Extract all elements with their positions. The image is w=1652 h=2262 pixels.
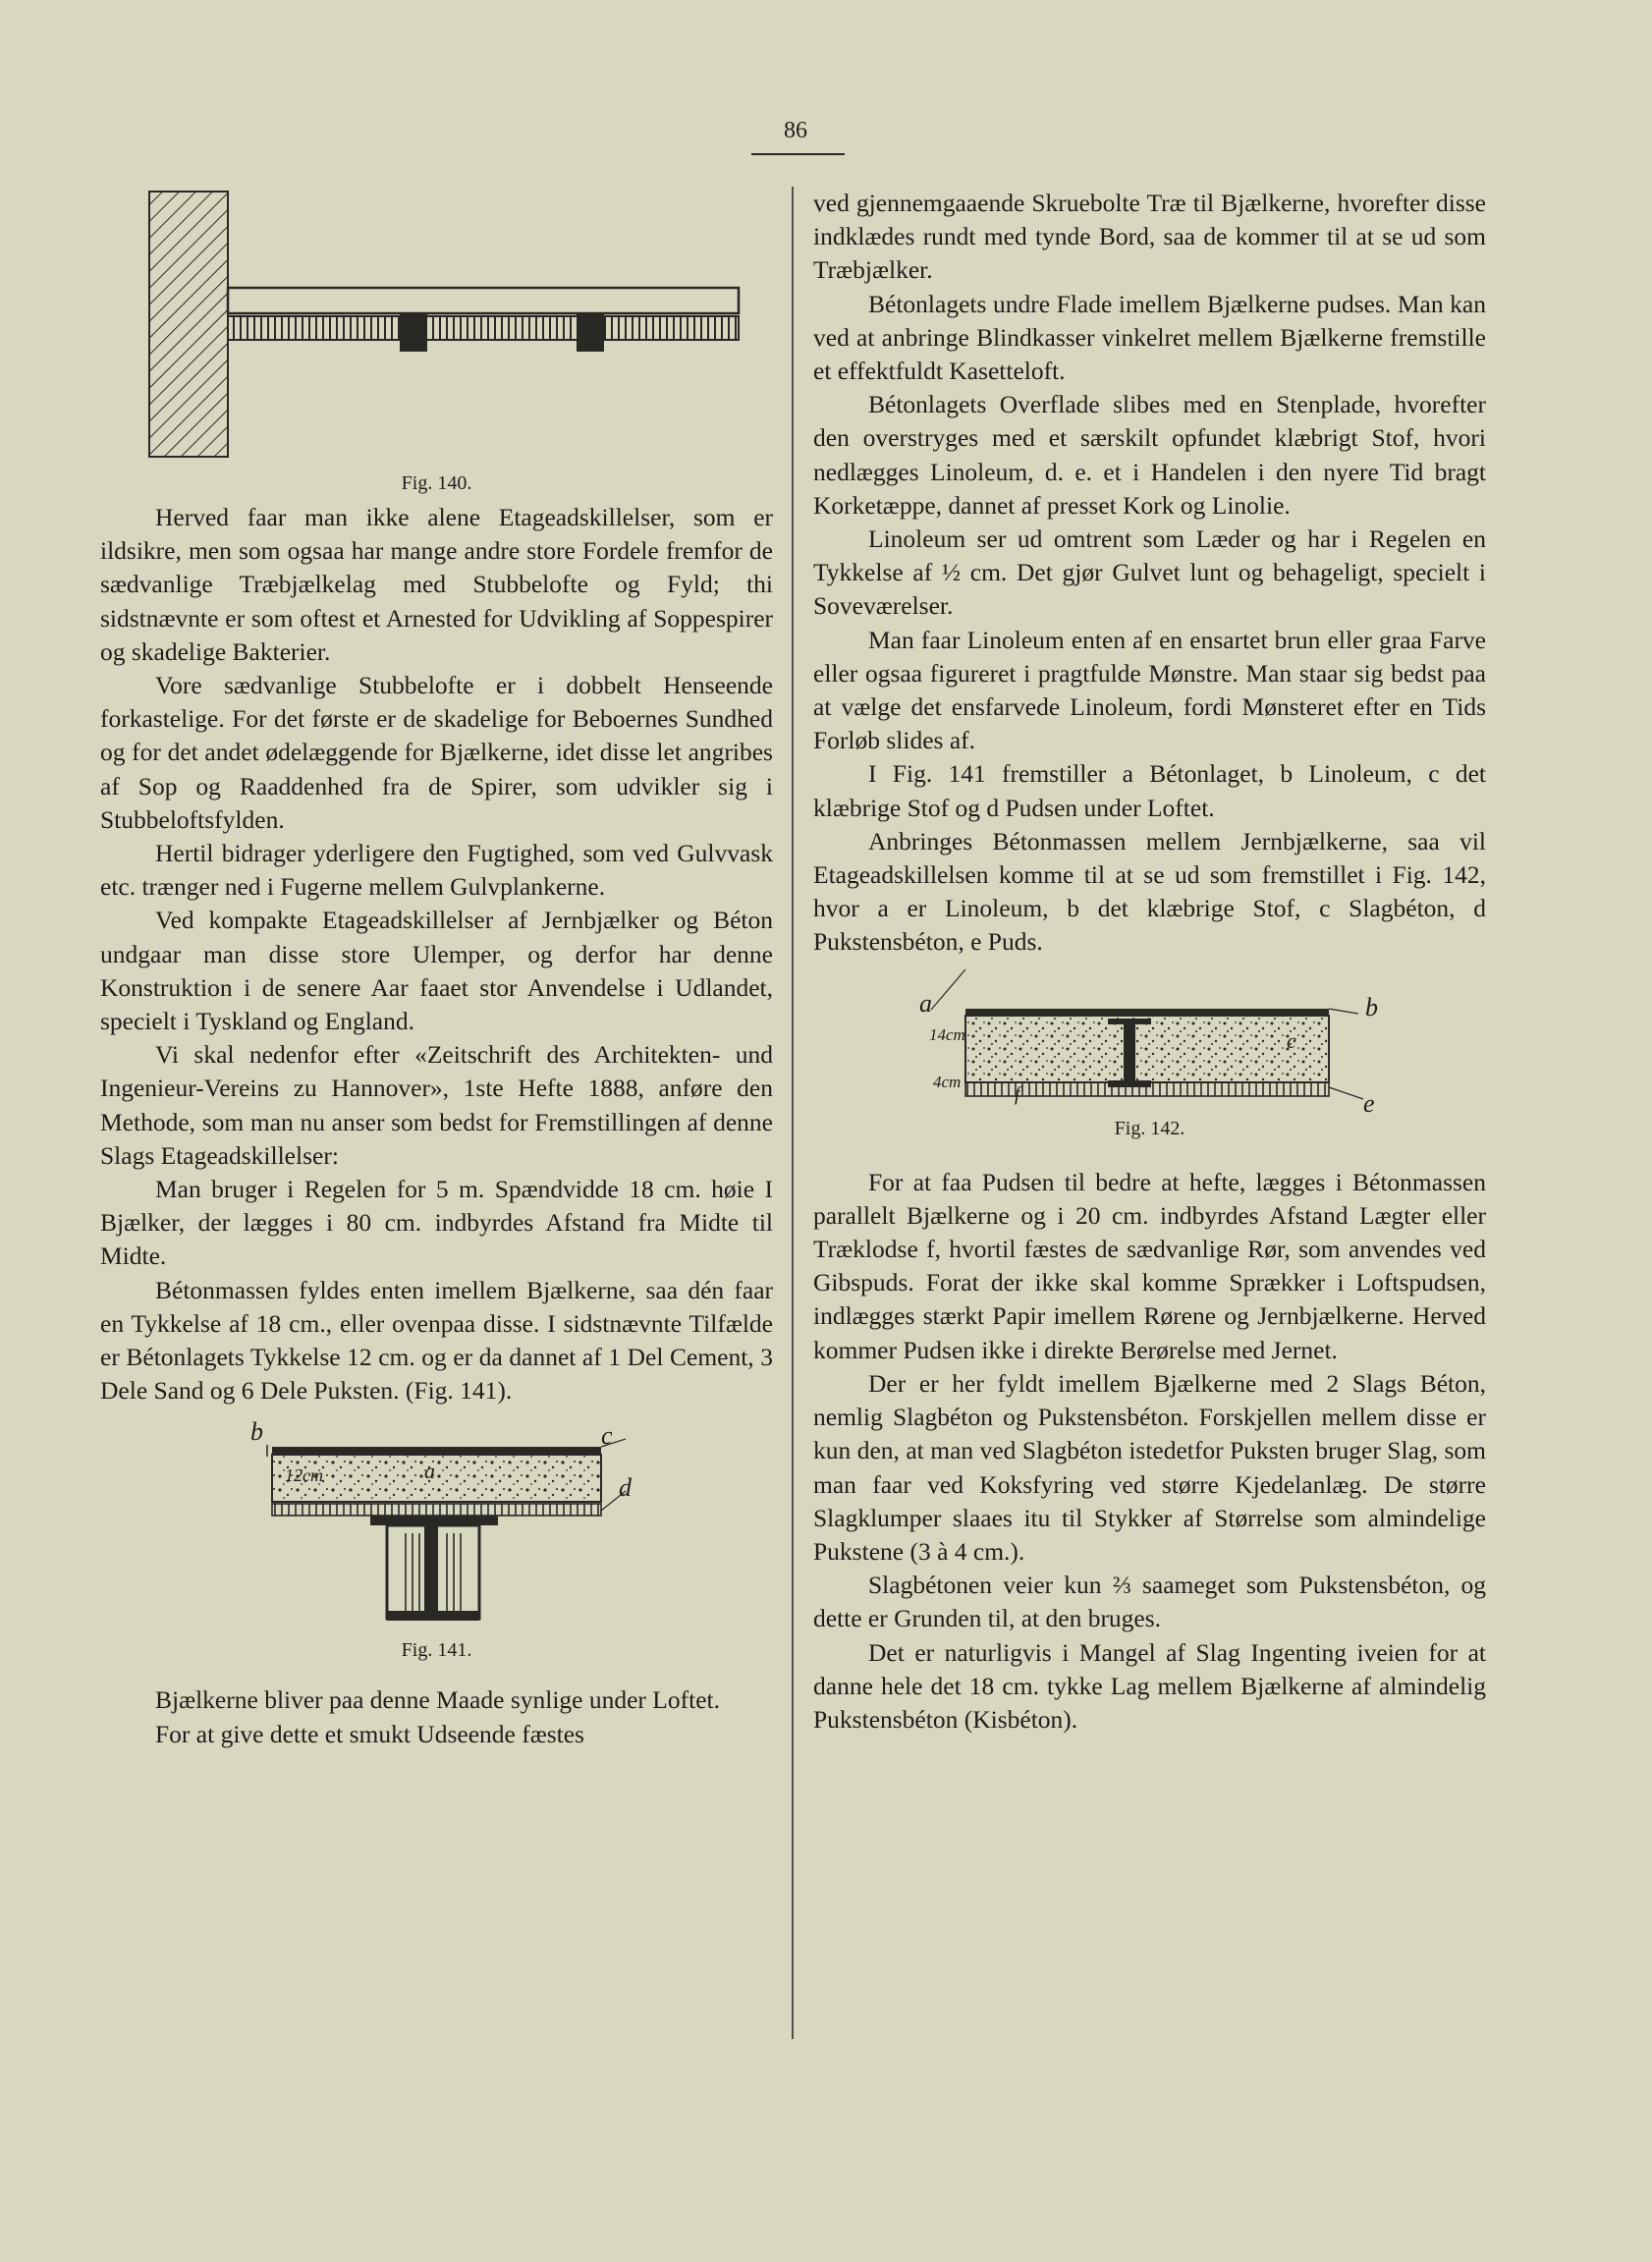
fig140-drawing [100,187,773,471]
paragraph: Anbringes Bétonmassen mellem Jernbjælkerne, saa vil Etageadskillelsen komme til at se ud som fremstillet i Fig. 142, hvor a er Linoleum, b det klæbrige Stof, c Slagbéton, d Pukstensbéton, e Puds. [813,826,1486,957]
fig140-caption: Fig. 140. [401,472,472,494]
fig141-dimension: 12cm [285,1465,323,1486]
fig142-label-e: e [1363,1088,1375,1118]
fig141-drawing [100,1417,773,1638]
paragraph: Vi skal nedenfor efter «Zeitschrift des Architekten- und Ingenieur-Vereins zu Hannover», 1ste Hefte 1888, anføre den Methode, som man nu anser som bedst for Fremstillingen af denne Slags Etageadskillelser: [100,1040,773,1170]
fig142-drawing [813,969,1486,1117]
paragraph: For at give dette et smukt Udseende fæstes [155,1719,584,1748]
fig142-dimension-4: 4cm [933,1072,962,1091]
fig142-dimension-14: 14cm [929,1024,965,1044]
fig141-label-a: a [424,1459,435,1484]
fig142-label-a: a [919,988,932,1018]
figure-141 [100,1417,773,1668]
paragraph: I Fig. 141 fremstiller a Bétonlaget, b Linoleum, c det klæbrige Stof og d Pudsen under Loftet. [813,759,1486,822]
column-divider [792,187,794,2039]
fig141-label-c: c [601,1421,613,1451]
figure-140 [100,187,773,501]
paragraph: Linoleum ser ud omtrent som Læder og har i Regelen en Tykkelse af ½ cm. Det gjør Gulvet lunt og behageligt, specielt i Soveværelser. [813,524,1486,621]
paragraph: Hertil bidrager yderligere den Fugtighed, som ved Gulvvask etc. trænger ned i Fugerne mellem Gulvplankerne. [100,839,773,902]
fig141-label-b: b [250,1417,263,1447]
paragraph: Herved faar man ikke alene Etageadskillelser, som er ildsikre, men som ogsaa har mange andre store Fordele fremfor de sædvanlige Træbjælkelag med Stubbelofte og Fyld; thi sidstnævnte er som oftest et Arnested for Udvikling af Soppespirer og skadelige Bakterier. [100,503,773,666]
fig142-label-f: f [1015,1082,1020,1105]
paragraph: Ved kompakte Etageadskillelser af Jernbjælker og Béton undgaar man disse store Ulemper, og derfor har denne Konstruktion i de senere Aar faaet stor Anvendelse i Udlandet, specielt i Tyskland og England. [100,906,773,1036]
page-number: 86 [784,118,807,143]
paragraph: Bétonlagets undre Flade imellem Bjælkerne pudses. Man kan ved at anbringe Blindkasser vinkelret mellem Bjælkerne fremstille et effektfuldt Kasetteloft. [813,289,1486,386]
paragraph: Bjælkerne bliver paa denne Maade synlige under Loftet. [155,1685,720,1715]
paragraph: For at faa Pudsen til bedre at hefte, lægges i Bétonmassen parallelt Bjælkerne og i 20 cm. indbyrdes Afstand Lægter eller Træklodse f, hvortil fæstes de sædvanlige Rør, som anvendes ved Gibspuds. Forat der ikke skal komme Sprækker i Loftspudsen, indlægges stærkt Papir imellem Rørene og Jernbjælkerne. Herved kommer Pudsen ikke i direkte Berørelse med Jernet. [813,1167,1486,1364]
right-column [813,187,1486,1737]
fig142-label-b: b [1365,992,1378,1021]
page-number-rule [751,153,845,155]
paragraph: Slagbétonen veier kun ⅔ saameget som Pukstensbéton, og dette er Grunden til, at den bruges. [813,1571,1486,1633]
paragraph: Det er naturligvis i Mangel af Slag Ingenting iveien for at danne hele det 18 cm. tykke Lag mellem Bjælkerne af almindelig Pukstensbéton (Kisbéton). [813,1637,1486,1734]
paragraph: Man bruger i Regelen for 5 m. Spændvidde 18 cm. høie I Bjælker, der lægges i 80 cm. indbyrdes Afstand fra Midte til Midte. [100,1175,773,1271]
figure-142 [813,969,1486,1150]
fig142-label-c: c [1287,1027,1296,1053]
fig141-caption: Fig. 141. [401,1639,472,1662]
fig142-caption: Fig. 142. [1114,1117,1185,1139]
left-column [100,187,773,1751]
paragraph: Der er her fyldt imellem Bjælkerne med 2 Slags Béton, nemlig Slagbéton og Pukstensbéton. Forskjellen mellem disse er kun den, at man ved Slagbéton istedetfor Puksten bruger Slag, som man faar ved Koksfyring ved større Kjedelanlæg. De større Slagklumper slaaes itu til Stykker af Størrelse som almindelige Pukstene (3 à 4 cm.). [813,1368,1486,1566]
fig141-label-d: d [619,1473,632,1503]
paragraph: ved gjennemgaaende Skruebolte Træ til Bjælkerne, hvorefter disse indklædes rundt med tynde Bord, saa de kommer til at se ud som Træbjælker. [813,189,1486,285]
paragraph: Vore sædvanlige Stubbelofte er i dobbelt Henseende forkastelige. For det første er de skadelige for Beboernes Sundhed og for det andet ødelæggende for Bjælkerne, idet disse let angribes af Sop og Raaddenhed fra de Spirer, som udvikler sig i Stubbeloftsfylden. [100,671,773,834]
paragraph: Bétonmassen fyldes enten imellem Bjælkerne, saa dén faar en Tykkelse af 18 cm., eller ovenpaa disse. I sidstnævnte Tilfælde er Bétonlagets Tykkelse 12 cm. og er da dannet af 1 Del Cement, 3 Dele Sand og 6 Dele Puksten. (Fig. 141). [100,1275,773,1406]
paragraph: Bétonlagets Overflade slibes med en Stenplade, hvorefter den overstryges med et særskilt opfundet klæbrigt Stof, hvori nedlægges Linoleum, d. e. et i Handelen i den nyere Tid bragt Korketæppe, dannet af presset Kork og Linolie. [813,390,1486,520]
paragraph: Man faar Linoleum enten af en ensartet brun eller graa Farve eller ogsaa figureret i pragtfulde Mønstre. Man staar sig bedst paa at vælge det ensfarvede Linoleum, fordi Mønsteret efter en Tids Forløb slides af. [813,625,1486,755]
